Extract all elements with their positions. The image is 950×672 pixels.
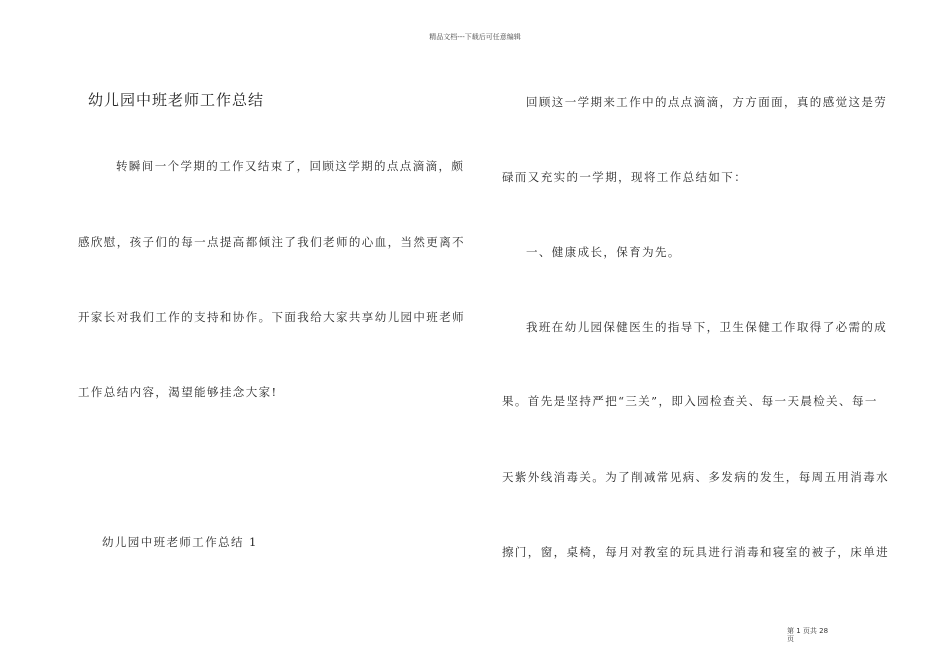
- left-paragraph-line: 工作总结内容，渴望能够挂念大家!: [78, 385, 278, 399]
- left-paragraph-line: 感欣慰，孩子们的每一点提高都倾注了我们老师的心血，当然更离不: [78, 235, 465, 249]
- right-paragraph-line: 擦门，窗，桌椅，每月对教室的玩具进行消毒和寝室的被子，床单进: [502, 545, 889, 559]
- right-paragraph-line: 天紫外线消毒关。为了削减常见病、多发病的发生，每周五用消毒水: [502, 470, 889, 484]
- document-title: 幼儿园中班老师工作总结: [88, 91, 265, 109]
- header-note: 精品文档---下载后可任意编辑: [429, 33, 521, 41]
- section-heading: 幼儿园中班老师工作总结 1: [102, 535, 258, 549]
- right-paragraph-line: 果。首先是坚持严把“三关”，即入园检查关、每一天晨检关、每一: [502, 394, 878, 408]
- right-paragraph-line: 回顾这一学期来工作中的点点滴滴，方方面面，真的感觉这是劳: [526, 95, 888, 109]
- right-paragraph-line: 我班在幼儿园保健医生的指导下，卫生保健工作取得了必需的成: [526, 320, 888, 334]
- left-paragraph-line: 开家长对我们工作的支持和协作。下面我给大家共享幼儿园中班老师: [78, 310, 465, 324]
- left-paragraph-line: 转瞬间一个学期的工作又结束了，回顾这学期的点点滴滴，颇: [116, 159, 465, 173]
- right-paragraph-line: 碌而又充实的一学期，现将工作总结如下：: [502, 170, 748, 184]
- right-section-heading: 一、健康成长，保育为先。: [526, 245, 681, 259]
- page-number: 第 1 页共 28 页: [787, 627, 829, 643]
